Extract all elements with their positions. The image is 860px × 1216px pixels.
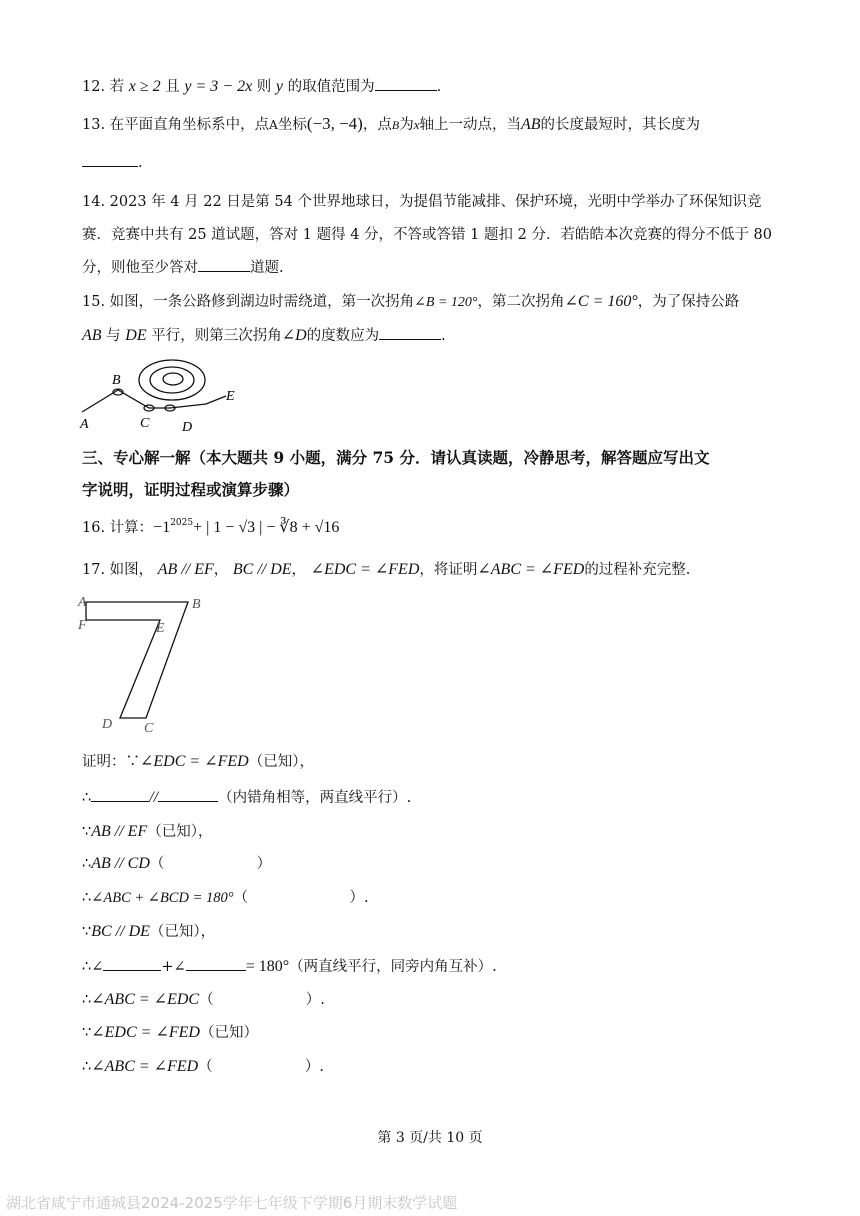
q14-line-1: 14. 2023 年 4 月 22 日是第 54 个世界地球日，为提倡节能减排、保护环境，光明中学举办了环保知识竞 [82,194,762,210]
q14-line-2: 赛．竞赛中共有 25 道试题，答对 1 题得 4 分，不答或答错 1 题扣 2 分．若皓皓本次竞赛的得分不低于 80 [82,227,772,243]
label-c: C [144,721,154,736]
section-3-heading: 三、专心解一解（本大题共 9 小题，满分 75 分．请认真读题，冷静思考，解答题应写出文 [82,448,710,467]
proof-pre: ∴ [82,856,92,872]
proof-pre: ∴ [82,790,92,806]
q13-x-axis: x [413,117,420,132]
reason-blank[interactable]: （ ）. [198,1059,324,1075]
q15-text-5: 平行，则第三次拐角 [151,328,282,344]
proof-line-7 [82,955,497,976]
proof-pre: ∴ [82,890,92,906]
question-16 [82,516,339,537]
answer-blank[interactable] [103,956,161,971]
reason-blank[interactable]: （ ）. [199,992,325,1008]
proof-math: AB // EF [91,823,148,840]
q15-end: . [441,328,446,344]
proof-line-8 [82,988,325,1009]
proof-pre: ∵ [82,924,92,940]
q15-segment-ab: AB [82,327,102,344]
label-f: F [78,618,87,633]
q17-cond-2: BC // DE [232,561,292,578]
question-13 [82,113,700,134]
q13-point-b: B [391,118,400,132]
q12-end: . [436,79,442,95]
q13-coords: (−3, −4) [306,114,363,133]
reason-blank[interactable]: （ ） [149,856,272,872]
q15-text-6: 的度数应为 [306,328,380,344]
q12-text-2: 且 [165,79,180,95]
q13-text-5: 轴上一动点，当 [419,117,521,133]
proof-line-3 [82,820,212,841]
q16-term: −1 [153,519,171,536]
lake-contour-inner [163,373,183,385]
q12-text-4: 的取值范围为 [287,79,375,95]
q12-condition: x ≥ 2 [128,78,161,95]
proof-line-6 [82,920,215,941]
proof-math: AB // CD [91,855,150,872]
proof-line-2 [82,786,411,807]
q13-text-4: 为 [399,117,414,133]
proof-line-5 [82,886,369,907]
answer-blank[interactable] [91,787,149,802]
watermark: 湖北省咸宁市通城县2024-2025学年七年级下学期6月期末数学试题 [6,1194,458,1212]
seven-shape-figure [76,590,216,740]
answer-blank[interactable] [158,787,218,802]
q17-cond-1: AB // EF [157,561,214,578]
proof-line-1 [82,750,314,771]
proof-math: BC // DE [91,923,150,940]
proof-pre: ∴∠ [82,959,104,975]
proof-math: ∠EDC = ∠FED [140,753,249,770]
answer-blank[interactable] [82,152,138,167]
q15-text: 15. 如图，一条公路修到湖边时需绕道，第一次拐角 [82,294,415,310]
proof-math: ∠ABC + ∠BCD = 180° [91,890,234,906]
q17-cond-3: ∠EDC = ∠FED [310,561,420,578]
q15-text-2: ，第二次拐角 [477,294,565,310]
question-17: 17. 如图， AB // EF， BC // DE， ∠EDC = ∠FED，将证明∠ABC = ∠FED的过程补充完整. [82,561,691,578]
q17-text: ，将证明 [419,562,478,578]
q12-var: y [275,78,284,95]
q16-exponent: 2025 [170,518,194,528]
q15-angle-c: ∠C = 160° [564,293,638,310]
q12-function: y = 3 − 2x [184,78,253,95]
q17-lead: 17. 如图， [82,562,154,578]
q15-line-1 [82,290,739,311]
label-d: D [182,420,193,434]
q13-end: . [138,155,143,171]
reason-blank[interactable]: （ ）. [233,890,369,906]
q16-expression: + | 1 − √3 | − ∛8 + √16 [193,519,340,536]
q12-number: 12. [82,79,106,95]
section-3-heading-2: 字说明，证明过程或演算步骤） [82,480,300,499]
q13-answer-line [82,152,143,171]
q17-goal: ∠ABC = ∠FED [477,561,585,578]
q12-text: 若 [109,79,125,95]
answer-blank[interactable] [379,325,441,340]
q14-text: 分，则他至少答对 [82,260,198,276]
proof-pre: ∵ [82,824,92,840]
q15-angle-b: ∠B = 120° [414,295,478,310]
label-b: B [192,597,201,612]
proof-pre: ∵ [82,1025,92,1041]
q13-number: 13. [82,117,106,133]
label-e: E [156,621,165,636]
proof-pre: ∴ [82,1059,92,1075]
proof-reason: （已知）， [147,824,213,840]
label-c: C [140,416,150,431]
q15-segment-de: DE [125,327,147,344]
label-a: A [80,417,89,432]
answer-blank[interactable] [198,257,250,272]
proof-math: ∠EDC = ∠FED [91,1024,200,1041]
q13-text-2: 坐标 [277,117,307,133]
proof-line-10 [82,1055,324,1076]
angle-symbol: +∠ [161,959,186,975]
q15-line-2 [82,324,446,345]
proof-math: = 180° [245,958,290,975]
q13-segment: AB [520,116,541,133]
lake-contour-middle [150,367,194,393]
label-e: E [226,389,235,404]
proof-reason: （已知） [199,1025,258,1041]
q14-line-3 [82,256,284,277]
proof-reason: （已知）， [149,924,216,940]
proof-reason: （两直线平行，同旁内角互补）. [289,959,497,975]
proof-math: ∠ABC = ∠FED [91,1058,199,1075]
proof-math: ∠ABC = ∠EDC [91,991,200,1008]
label-d: D [102,717,113,732]
q15-text-4: 与 [106,328,121,344]
proof-reason: （内错角相等，两直线平行）. [218,790,412,806]
proof-pre: 证明：∵ [82,754,140,770]
answer-blank[interactable] [375,76,437,91]
q16-lead: 16. 计算： [82,520,154,536]
proof-line-9 [82,1021,258,1042]
q12-text-3: 则 [256,79,272,95]
proof-reason: （已知）， [248,754,314,770]
parallel-symbol: // [149,789,159,806]
road-lake-figure [76,350,246,434]
q13-text-6: 的长度最短时，其长度为 [540,117,701,133]
q15-text-3: ，为了保持公路 [637,294,740,310]
proof-line-4 [82,852,271,873]
q15-angle-d: ∠D [281,327,307,344]
q17-text-2: 的过程补充完整. [584,562,691,578]
answer-blank[interactable] [186,956,246,971]
page-number: 第 3 页/共 10 页 [377,1130,483,1146]
q13-point-a: A [269,118,278,132]
lake-contour-outer [139,360,205,400]
seven-outline [86,602,188,718]
proof-pre: ∴ [82,992,92,1008]
question-12 [82,75,441,96]
label-b: B [112,373,121,388]
q13-text-3: ，点 [362,117,392,133]
q14-text-2: 道题. [250,260,284,276]
label-a: A [78,595,87,610]
q13-text: 在平面直角坐标系中，点 [109,117,270,133]
